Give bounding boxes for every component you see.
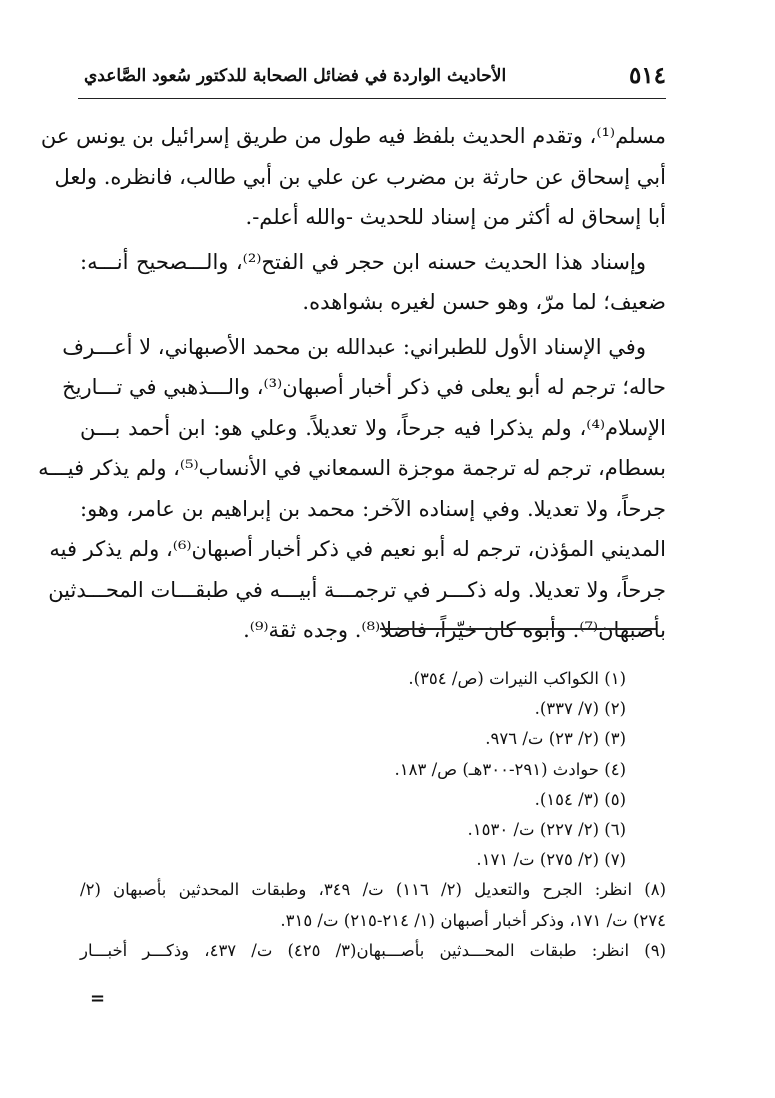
body-text [38,116,666,651]
body-line: وإسناد هذا الحديث حسنه ابن حجر في الفتح⁽²⁾، والـــصحيح أنـــه: [80,249,646,274]
page-number: ٥١٤ [628,62,666,89]
footnote-item: (٣) (٢/ ٢٣) ت/ ٩٧٦. [485,729,626,749]
body-line: مسلم⁽¹⁾، وتقدم الحديث بلفظ فيه طول من طريق إسرائيل بن يونس عن [40,124,666,148]
footnote-item: (٥) (٣/ ١٥٤). [534,789,626,809]
continuation-mark: = [90,988,106,1009]
footnote-item: (٢) (٧/ ٣٣٧). [534,699,626,719]
page-header [78,62,666,102]
body-line: أبا إسحاق له أكثر من إسناد للحديث -والله أعلم-. [245,205,666,229]
body-line: بسطام، ترجم له ترجمة موجزة السمعاني في الأنساب⁽⁵⁾، ولم يذكر فيـــه [38,456,666,480]
footnote-item: (١) الكواكب النيرات (ص/ ٣٥٤). [408,669,626,688]
footnotes [80,664,666,966]
header-rule [78,98,666,99]
footnote-item: (٧) (٢/ ٢٧٥) ت/ ١٧١. [476,850,626,870]
body-line: بأصبهان⁽⁷⁾. وأبوه كان خيّراً، فاضلا⁽⁸⁾. وجده ثقة⁽⁹⁾. [243,618,666,642]
footnote-separator [380,628,656,630]
footnote-item: (٩) انظر: طبقات المحـــدثين بأصـــبهان(٣/ ٤٢٥) ت/ ٤٣٧، وذكـــر أخبـــار [80,940,666,960]
body-line: المديني المؤذن، ترجم له أبو نعيم في ذكر أخبار أصبهان⁽⁶⁾، ولم يذكر فيه [49,537,666,561]
footnote-item: (٦) (٢/ ٢٢٧) ت/ ١٥٣٠. [467,819,626,839]
body-line: جرحاً، ولا تعديلا. وفي إسناده الآخر: محمد بن إبراهيم بن عامر، وهو: [80,496,666,521]
footnote-continuation: ٢٧٤) ت/ ١٧١، وذكر أخبار أصبهان (١/ ٢١٤-٢١٥) ت/ ٣١٥. [280,910,666,930]
body-line: ضعيف؛ لما مرّ، وهو حسن لغيره بشواهده. [302,290,666,314]
body-line: أبي إسحاق عن حارثة بن مضرب عن علي بن أبي طالب، فانظره. ولعل [54,164,666,189]
footnote-item: (٨) انظر: الجرح والتعديل (٢/ ١١٦) ت/ ٣٤٩، وطبقات المحدثين بأصبهان (٢/ [80,880,666,900]
footnote-item: (٤) حوادث (٢٩١-٣٠٠هـ) ص/ ١٨٣. [394,759,626,779]
body-line: الإسلام⁽⁴⁾، ولم يذكرا فيه جرحاً، ولا تعديلاً. وعلي هو: ابن أحمد بـــن [80,415,666,440]
running-title: الأحاديث الواردة في فضائل الصحابة للدكتور سُعود الصَّاعدي [84,66,507,86]
body-line: وفي الإسناد الأول للطبراني: عبدالله بن محمد الأصبهاني، لا أعـــرف [62,334,646,359]
body-line: جرحاً، ولا تعديلا. وله ذكـــر في ترجمـــة أبيـــه في طبقـــات المحـــدثين [48,577,666,602]
body-line: حاله؛ ترجم له أبو يعلى في ذكر أخبار أصبهان⁽³⁾، والـــذهبي في تـــاريخ [62,375,666,399]
